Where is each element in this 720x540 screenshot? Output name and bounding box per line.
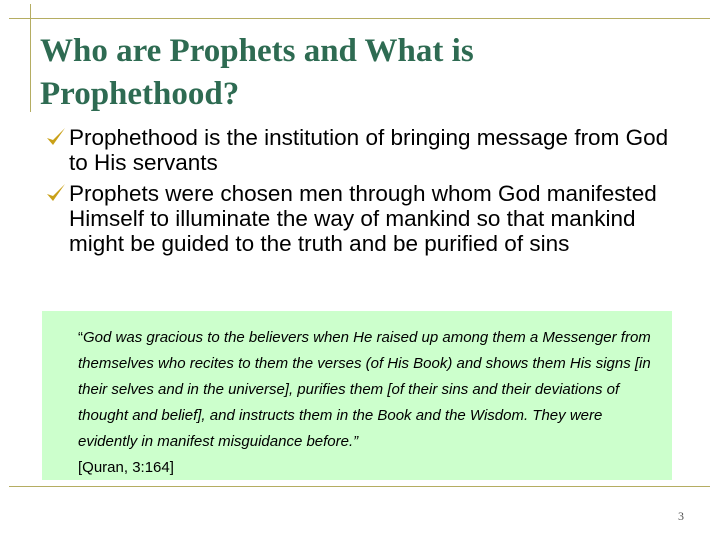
quote-text [78,325,658,455]
bullet-text: Prophets were chosen men through whom God manifested Himself to illuminate the way of mankind so that mankind might be guided to the truth and be purified of sins [69,181,657,256]
bullet-list [44,125,684,262]
quote-source: [Quran, 3:164] [78,459,174,476]
bottom-rule [9,486,710,487]
quote-box [42,311,672,480]
checkmark-icon [45,126,67,148]
quote-body: God was gracious to the believers when He raised up among them a Messenger from themselves who recites to them the verses (of His Book) and shows them His signs [in their selves and in the universe], purifies them [of their sins and their deviations of thought and belief], and instructs them in the Book and the Wisdom. They were evidently in manifest misguidance before.” [78,329,651,450]
quote-open-mark: “ [78,329,83,346]
bullet-item-prophets [44,181,684,256]
bullet-text: Prophethood is the institution of bringing message from God to His servants [69,125,669,175]
slide-title: Who are Prophets and What is Prophethood? [40,33,474,112]
bullet-item-prophethood [44,125,684,175]
top-rule [9,18,710,19]
slide-number: 3 [678,509,684,523]
left-rule [30,4,31,112]
checkmark-icon [45,182,67,204]
